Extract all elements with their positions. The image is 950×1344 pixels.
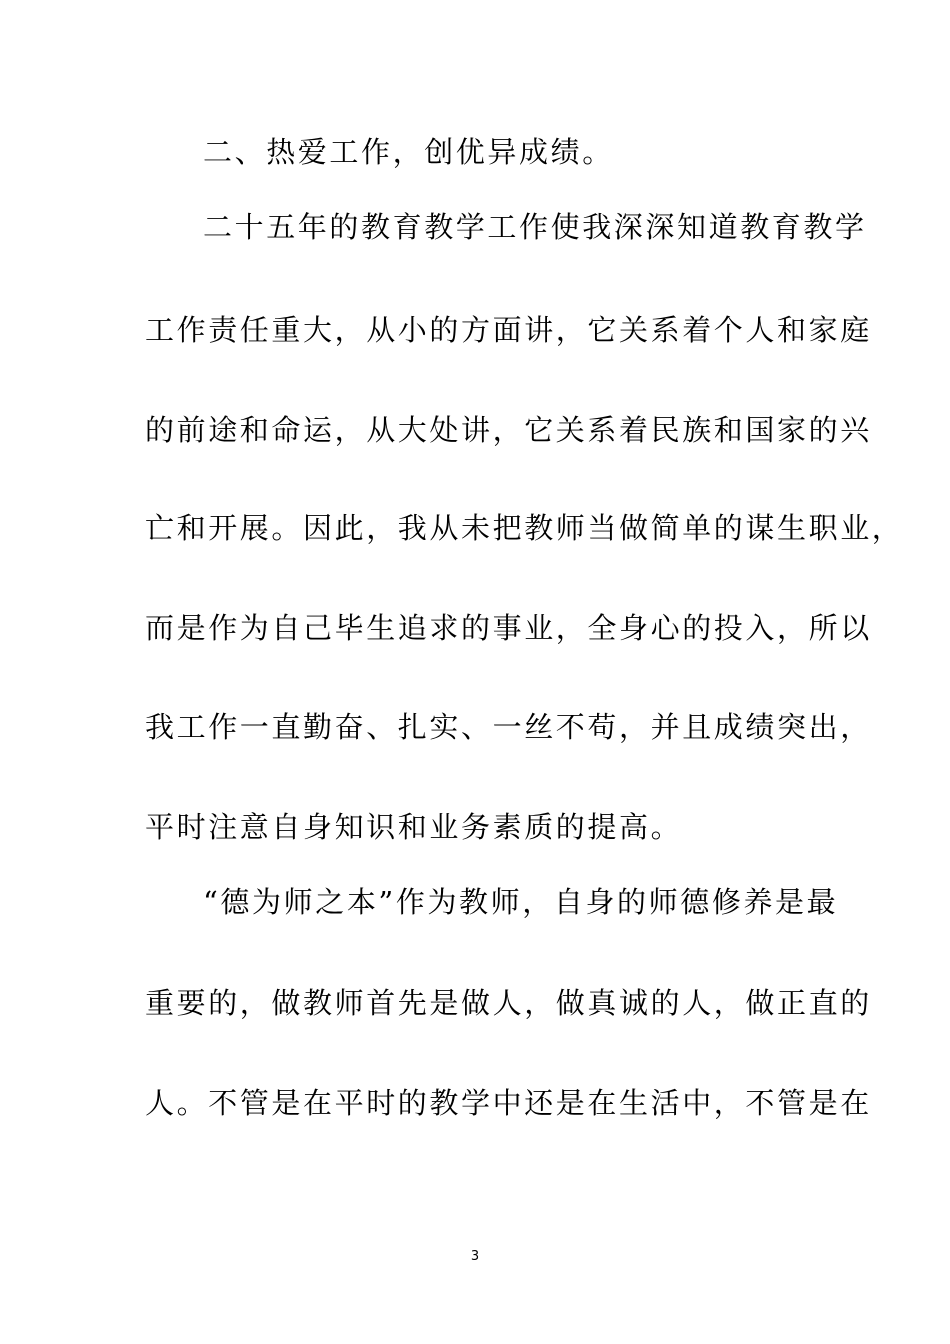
paragraph-line: 平时注意自身知识和业务素质的提高。 <box>145 810 683 844</box>
paragraph-line: “德为师之本”作为教师，自身的师德修养是最 <box>203 885 839 919</box>
section-heading: 二、热爱工作，创优异成绩。 <box>203 135 614 169</box>
paragraph-line: 重要的，做教师首先是做人，做真诚的人，做正直的 <box>145 986 872 1020</box>
paragraph-line: 工作责任重大，从小的方面讲，它关系着个人和家庭 <box>145 313 872 347</box>
page-number: 3 <box>470 1249 480 1264</box>
paragraph-line: 亡和开展。因此，我从未把教师当做简单的谋生职业， <box>145 511 904 545</box>
paragraph-line: 人。不管是在平时的教学中还是在生活中，不管是在 <box>145 1086 872 1120</box>
paragraph-line: 二十五年的教育教学工作使我深深知道教育教学 <box>203 210 867 244</box>
paragraph-line: 而是作为自己毕生追求的事业，全身心的投入，所以 <box>145 611 872 645</box>
paragraph-line: 我工作一直勤奋、扎实、一丝不苟，并且成绩突出， <box>145 710 872 744</box>
paragraph-line: 的前途和命运，从大处讲，它关系着民族和国家的兴 <box>145 413 872 447</box>
